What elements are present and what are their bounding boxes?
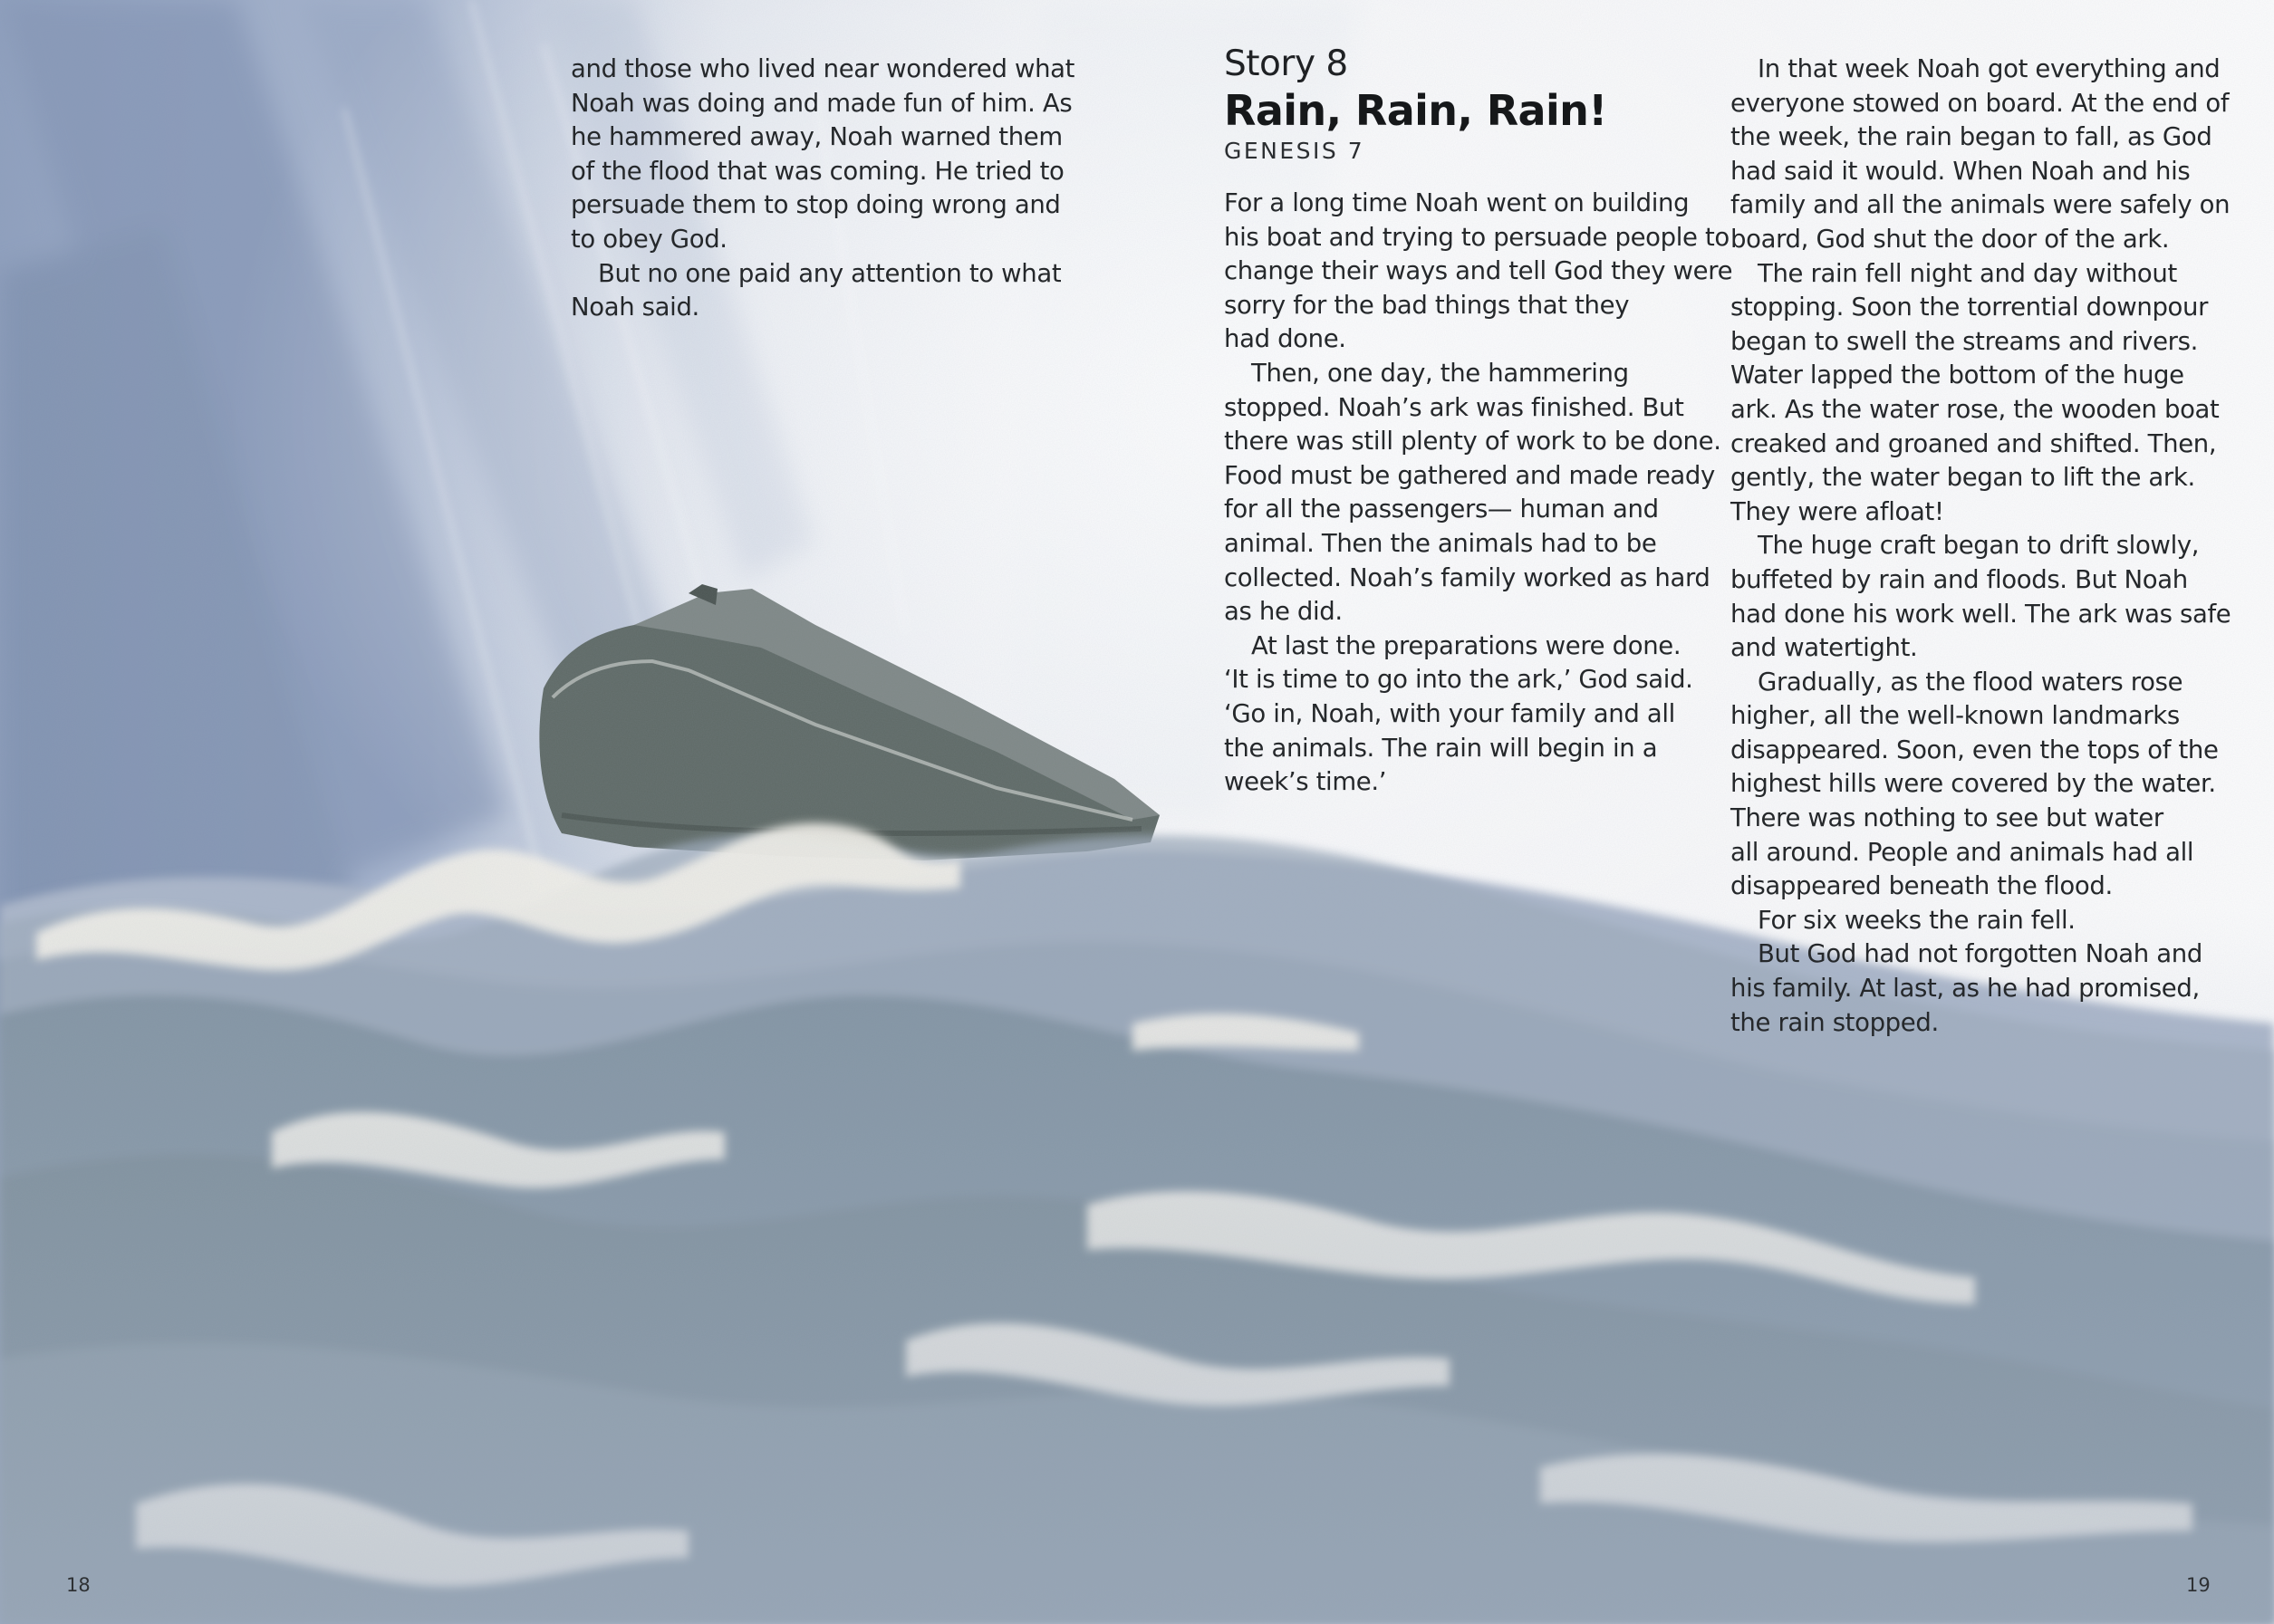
text-line: sorry for the bad things that they bbox=[1224, 290, 1630, 320]
story-middle-column bbox=[1224, 43, 1733, 800]
text-line: he hammered away, Noah warned them bbox=[571, 122, 1063, 152]
text-line: and those who lived near wondered what bbox=[571, 54, 1075, 83]
text-line: everyone stowed on board. At the end of bbox=[1730, 88, 2230, 118]
text-line: board, God shut the door of the ark. bbox=[1730, 224, 2170, 254]
text-line: the week, the rain began to fall, as God bbox=[1730, 122, 2212, 152]
text-line: Then, one day, the hammering bbox=[1251, 358, 1629, 388]
text-line: highest hills were covered by the water. bbox=[1730, 769, 2216, 799]
text-line: collected. Noah’s family worked as hard bbox=[1224, 562, 1710, 592]
text-line: ‘Go in, Noah, with your family and all bbox=[1224, 698, 1675, 728]
text-line: They were afloat! bbox=[1730, 496, 1944, 526]
text-line: began to swell the streams and rivers. bbox=[1730, 326, 2198, 356]
text-line: for all the passengers— human and bbox=[1224, 495, 1659, 524]
text-line: disappeared. Soon, even the tops of the bbox=[1730, 735, 2219, 764]
text-line: to obey God. bbox=[571, 224, 727, 254]
text-line: In that week Noah got everything and bbox=[1758, 54, 2221, 83]
text-line: and watertight. bbox=[1730, 633, 1918, 663]
text-line: But God had not forgotten Noah and bbox=[1758, 939, 2202, 969]
text-line: For six weeks the rain fell. bbox=[1758, 905, 2076, 935]
text-line: his boat and trying to persuade people to bbox=[1224, 222, 1730, 252]
text-line: his family. At last, as he had promised, bbox=[1730, 974, 2200, 1004]
text-line: creaked and groaned and shifted. Then, bbox=[1730, 428, 2217, 458]
text-line: as he did. bbox=[1224, 597, 1343, 627]
story-right-column bbox=[1730, 53, 2256, 1040]
story-number: Story 8 bbox=[1224, 43, 1348, 84]
text-line: stopped. Noah’s ark was finished. But bbox=[1224, 392, 1684, 422]
text-line: of the flood that was coming. He tried to bbox=[571, 156, 1065, 186]
text-line: Food must be gathered and made ready bbox=[1224, 460, 1715, 490]
story-title: Rain, Rain, Rain! bbox=[1224, 86, 1607, 135]
text-line: gently, the water began to lift the ark. bbox=[1730, 463, 2195, 493]
text-line: disappeared beneath the flood. bbox=[1730, 871, 2113, 901]
text-line: the rain stopped. bbox=[1730, 1007, 1939, 1037]
text-line: Gradually, as the flood waters rose bbox=[1758, 667, 2183, 697]
text-line: had done his work well. The ark was safe bbox=[1730, 599, 2231, 629]
text-line: change their ways and tell God they were bbox=[1224, 256, 1733, 286]
text-line: week’s time.’ bbox=[1224, 767, 1387, 797]
text-line: persuade them to stop doing wrong and bbox=[571, 190, 1061, 220]
text-line: Noah said. bbox=[571, 293, 699, 322]
text-line: ‘It is time to go into the ark,’ God said. bbox=[1224, 665, 1693, 695]
text-line: buffeted by rain and floods. But Noah bbox=[1730, 564, 2188, 594]
text-line: Noah was doing and made fun of him. As bbox=[571, 88, 1073, 118]
page-number-right: 19 bbox=[2186, 1574, 2211, 1596]
text-line: had said it would. When Noah and his bbox=[1730, 156, 2191, 186]
text-line: The rain fell night and day without bbox=[1758, 258, 2177, 288]
text-line: ark. As the water rose, the wooden boat bbox=[1730, 394, 2220, 424]
text-line: The huge craft began to drift slowly, bbox=[1758, 531, 2200, 561]
text-line: There was nothing to see but water bbox=[1730, 803, 2163, 833]
text-line: animal. Then the animals had to be bbox=[1224, 528, 1657, 558]
text-line: Water lapped the bottom of the huge bbox=[1730, 360, 2184, 390]
text-line: higher, all the well-known landmarks bbox=[1730, 701, 2180, 731]
text-line: family and all the animals were safely on bbox=[1730, 190, 2231, 220]
scripture-reference: GENESIS 7 bbox=[1224, 138, 1365, 164]
text-line: all around. People and animals had all bbox=[1730, 837, 2194, 867]
text-line: At last the preparations were done. bbox=[1251, 630, 1681, 660]
page-number-left: 18 bbox=[66, 1574, 91, 1596]
text-line: But no one paid any attention to what bbox=[598, 258, 1062, 288]
text-line: stopping. Soon the torrential downpour bbox=[1730, 293, 2209, 322]
text-line: had done. bbox=[1224, 324, 1346, 354]
text-line: there was still plenty of work to be done. bbox=[1224, 427, 1721, 456]
text-line: the animals. The rain will begin in a bbox=[1224, 733, 1658, 763]
text-line: For a long time Noah went on building bbox=[1224, 188, 1690, 217]
left-page-text bbox=[571, 53, 1078, 325]
